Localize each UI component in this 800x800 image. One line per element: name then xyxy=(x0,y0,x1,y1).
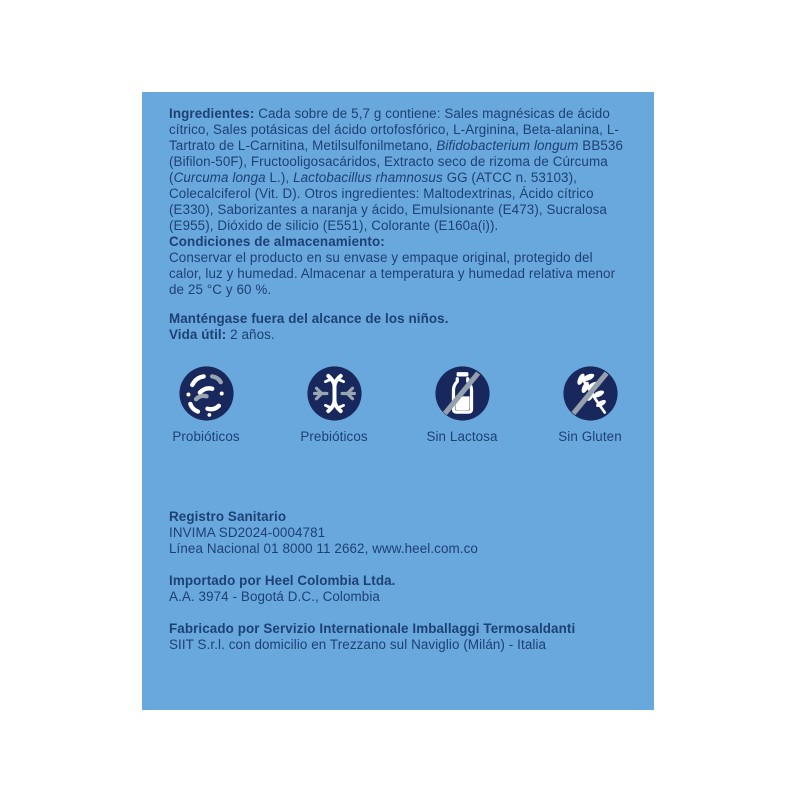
importer-address: A.A. 3974 - Bogotá D.C., Colombia xyxy=(169,589,380,604)
storage-heading: Condiciones de almacenamiento: xyxy=(169,234,385,249)
badge-no-lactose xyxy=(398,365,526,445)
label-panel xyxy=(142,92,654,710)
ingredients-paragraph: Ingredientes: Cada sobre de 5,7 g contiene: Sales magnésicas de ácido cítrico, Sales potásicas del ácido ortofosfórico, L-Arginina, Beta-alanina, L-Tartrato de L-Carnitina, Metilsulfonilmetano, Bifidobacterium longum BB536 (Bifilon-50F), Fructooligosacáridos, Extracto seco de rizoma de Cúrcuma (Curcuma longa L.), Lactobacillus rhamnosus GG (ATCC n. 53103), Colecalciferol (Vit. D). Otros ingredientes: Maltodextrinas, Ácido cítrico (E330), Saborizantes a naranja y ácido, Emulsionante (E473), Sucralosa (E955), Dióxido de silicio (E551), Colorante (E160a(i)). xyxy=(169,106,623,233)
storage-section xyxy=(169,234,629,298)
manufacturer-heading: Fabricado por Servizio Internationale Imballaggi Termosaldanti xyxy=(169,621,576,636)
shelf-life-label: Vida útil: xyxy=(169,327,227,342)
badge-label-probiotics: Probióticos xyxy=(172,429,240,444)
prebiotics-icon xyxy=(306,365,363,422)
probiotics-icon xyxy=(178,365,235,422)
registry-invima-number: INVIMA SD2024-0004781 xyxy=(169,525,326,540)
no-gluten-icon xyxy=(562,365,619,422)
badge-no-gluten xyxy=(526,365,654,445)
badge-prebiotics xyxy=(270,365,398,445)
keep-away-warning: Manténgase fuera del alcance de los niños. xyxy=(169,311,449,326)
registry-heading: Registro Sanitario xyxy=(169,509,287,524)
storage-body: Conservar el producto en su envase y empaque original, protegido del calor, luz y humedad. Almacenar a temperatura y humedad relativa menor de 25 °C y 60 %. xyxy=(169,250,616,297)
badge-probiotics xyxy=(142,365,270,445)
shelf-life-value: 2 años. xyxy=(226,327,275,342)
feature-badges-row xyxy=(142,365,654,445)
registry-contact-line: Línea Nacional 01 8000 11 2662, www.heel.com.co xyxy=(169,541,478,556)
manufacturer-address: SIIT S.r.l. con domicilio en Trezzano sul Naviglio (Milán) - Italia xyxy=(169,637,547,652)
badge-label-no-lactose: Sin Lactosa xyxy=(426,429,498,444)
manufacturer-section xyxy=(169,621,629,653)
registry-section xyxy=(169,509,629,557)
shelf-life xyxy=(169,327,629,343)
importer-section xyxy=(169,573,629,605)
importer-heading: Importado por Heel Colombia Ltda. xyxy=(169,573,396,588)
no-lactose-icon xyxy=(434,365,491,422)
badge-label-no-gluten: Sin Gluten xyxy=(558,429,622,444)
badge-label-prebiotics: Prebióticos xyxy=(300,429,368,444)
